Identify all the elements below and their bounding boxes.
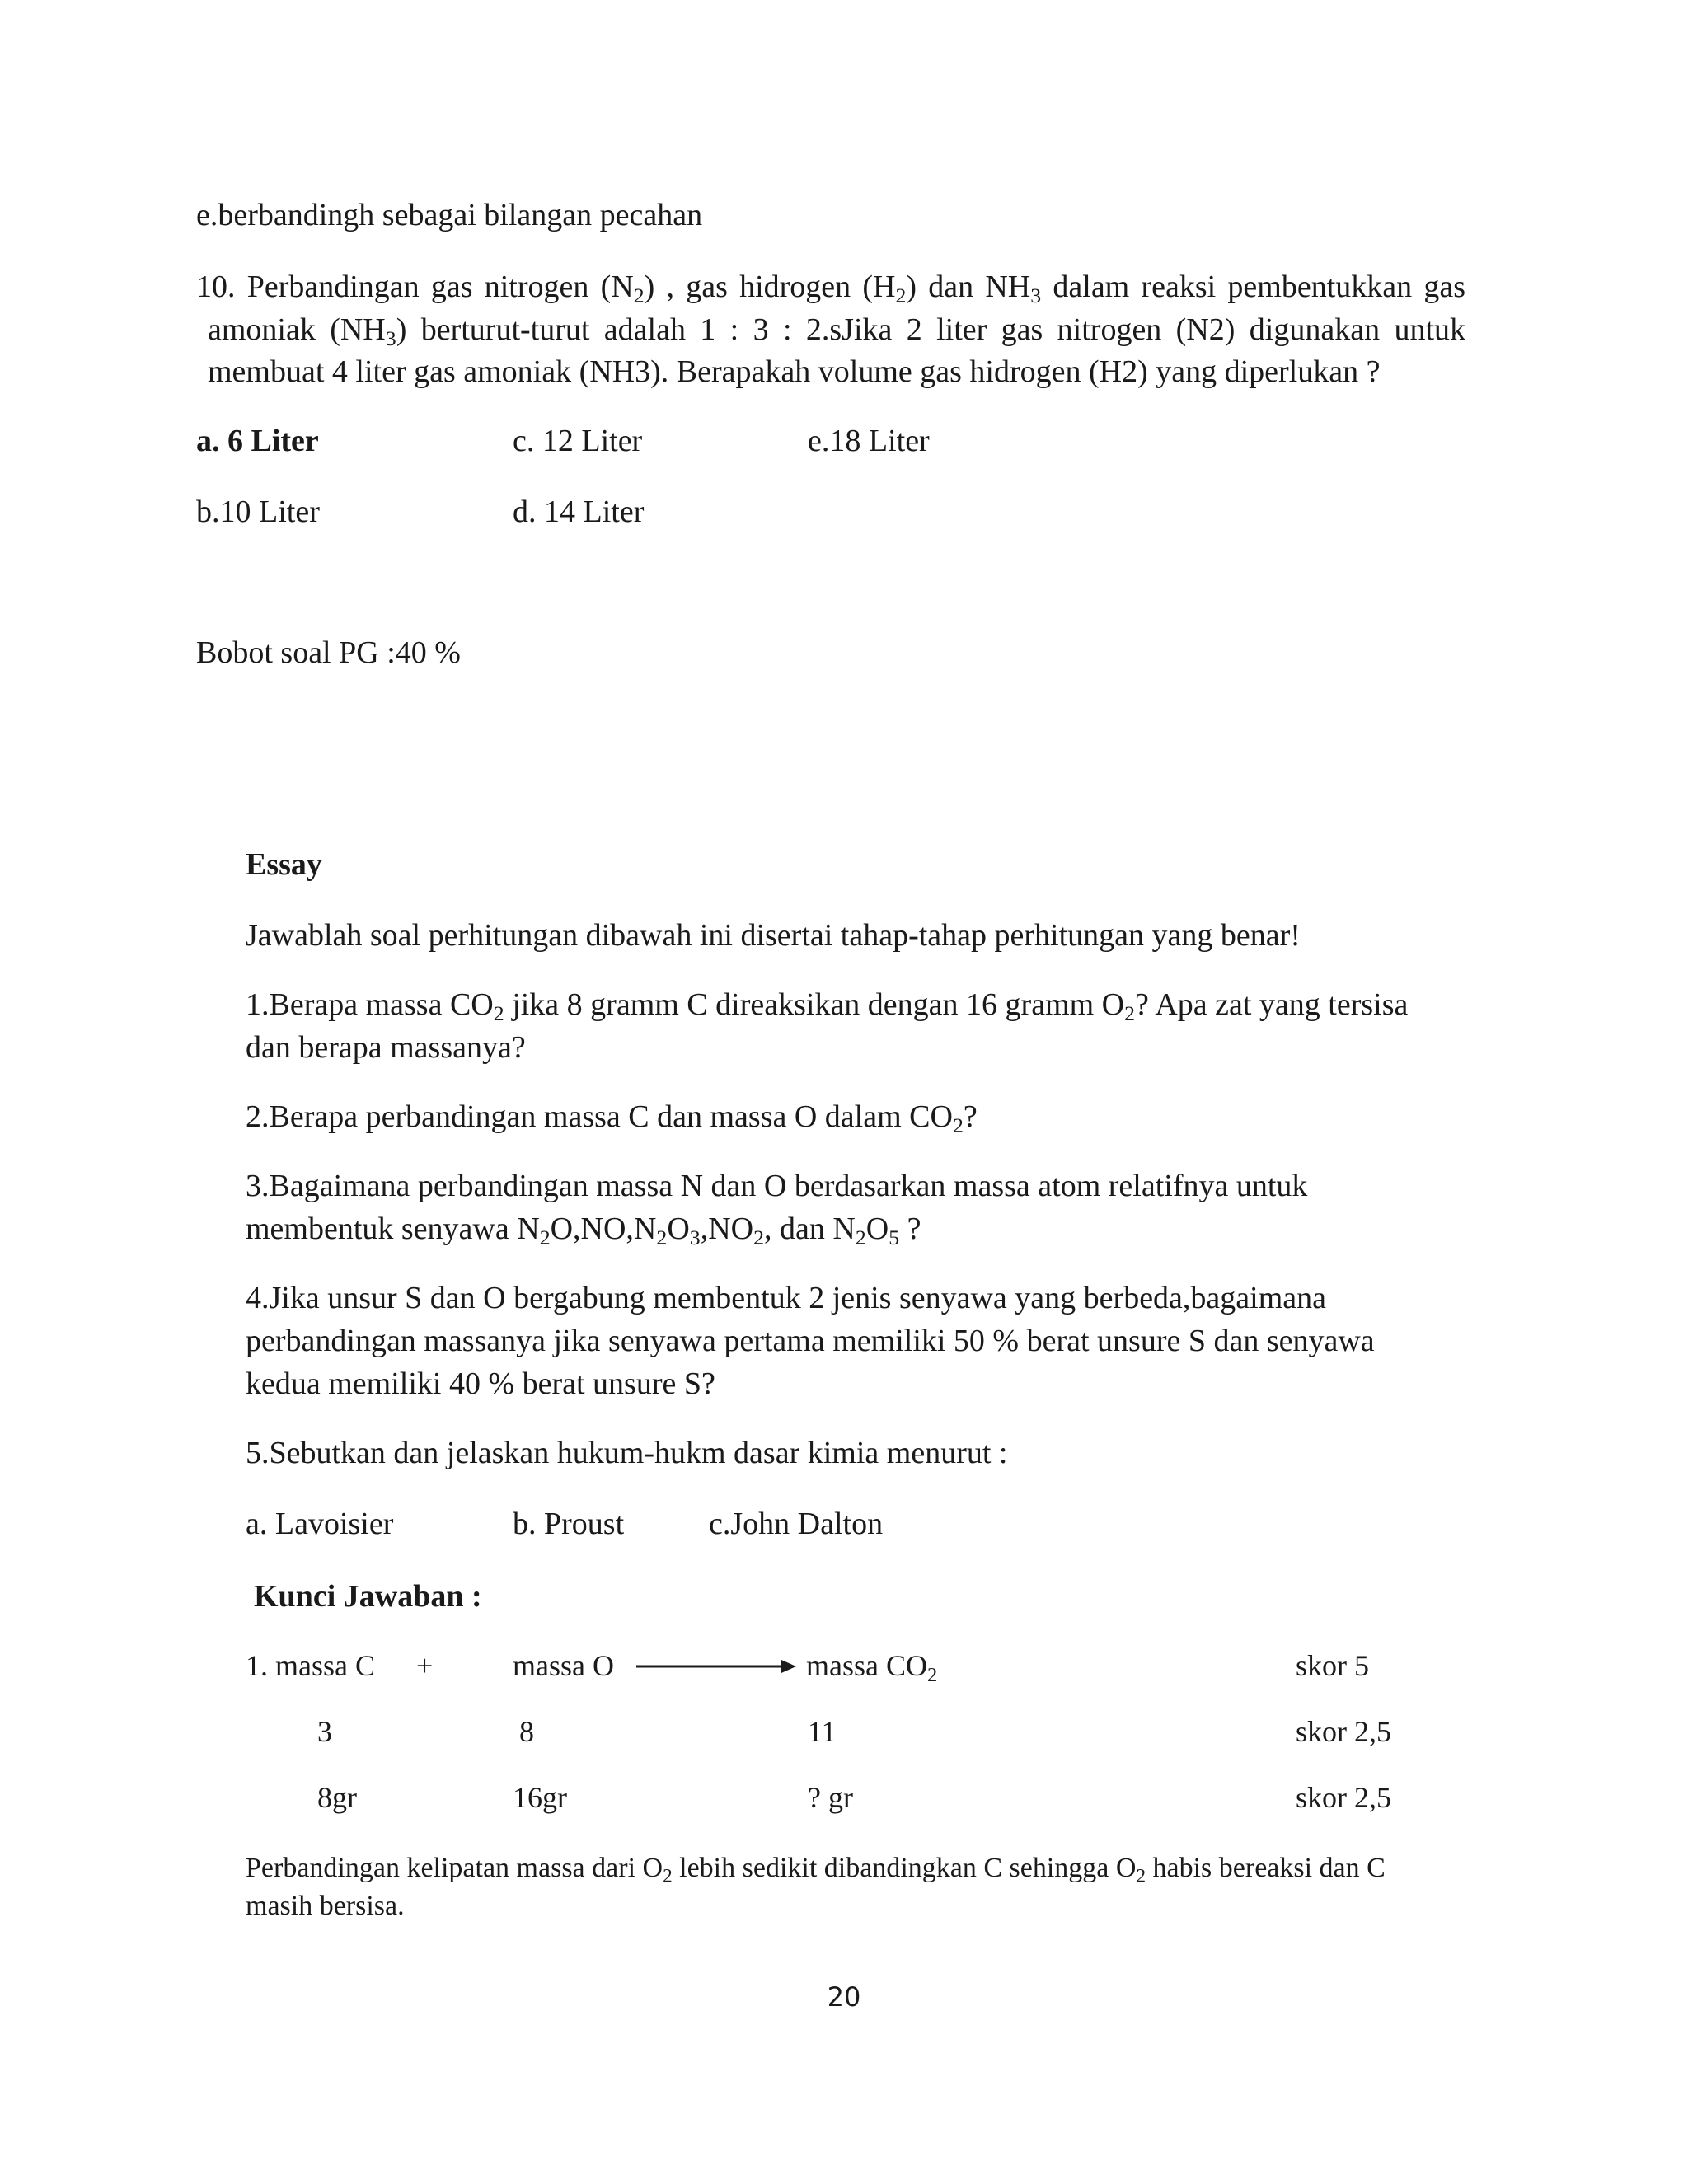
essay-q3-line-2: membentuk senyawa $N_2O,NO,N_2O_3,NO_2$, dan $N_2O_5$ ?: [246, 1212, 921, 1250]
essay-q2: 2.Berapa perbandingan massa C dan massa O dalam $CO_2$?: [246, 1099, 978, 1138]
answer-row-3-col-3: ? gr: [808, 1781, 853, 1814]
essay-q1-line-1: 1.Berapa massa $CO_2$ jika 8 gramm C direaksikan dengan 16 gramm $O_2$? Apa zat yang tersisa: [246, 987, 1409, 1026]
answer-row-2-score: skor 2,5: [1296, 1715, 1391, 1748]
option-d: d. 14 Liter: [513, 494, 645, 529]
essay-q3-line-1: 3.Bagaimana perbandingan massa N dan O berdasarkan massa atom relatifnya untuk: [246, 1169, 1308, 1203]
page-number: 20: [827, 1981, 861, 2013]
essay-q4-line-2: perbandingan massanya jika senyawa pertama memiliki 50 % berat unsure S dan senyawa: [246, 1324, 1375, 1358]
option-a: a. 6 Liter: [196, 424, 319, 458]
essay-q5-option-b: b. Proust: [513, 1507, 625, 1541]
answer-row-3-score: skor 2,5: [1296, 1781, 1391, 1814]
essay-heading: Essay: [246, 847, 322, 882]
answer-key-heading: Kunci Jawaban :: [254, 1579, 482, 1614]
answer-row-2-col-3: 11: [808, 1715, 837, 1748]
answer-row-1-plus: +: [416, 1649, 434, 1682]
weight-text: Bobot soal PG :40 %: [196, 635, 461, 670]
answer-note-line-2: masih bersisa.: [246, 1891, 405, 1921]
question-10-line-3: membuat 4 liter gas amoniak (NH3). Berapakah volume gas hidrogen (H2) yang diperlukan ?: [208, 354, 1381, 389]
option-b: b.10 Liter: [196, 494, 320, 529]
essay-q4-line-1: 4.Jika unsur S dan O bergabung membentuk 2 jenis senyawa yang berbeda,bagaimana: [246, 1281, 1326, 1315]
essay-q4-line-3: kedua memiliki 40 % berat unsure S?: [246, 1366, 715, 1401]
essay-q5: 5.Sebutkan dan jelaskan hukum-hukm dasar kimia menurut :: [246, 1436, 1008, 1470]
answer-row-1-col-1: 1. massa C: [246, 1649, 375, 1682]
option-c: c. 12 Liter: [513, 424, 643, 458]
answer-row-2-col-2: 8: [519, 1715, 534, 1748]
answer-note-line-1: Perbandingan kelipatan massa dari $O_2$ lebih sedikit dibandingkan C sehingga $O_2$ habis bereaksi dan C: [246, 1853, 1386, 1887]
answer-row-1-score: skor 5: [1296, 1649, 1369, 1682]
essay-instruction: Jawablah soal perhitungan dibawah ini disertai tahap-tahap perhitungan yang benar!: [246, 918, 1301, 953]
answer-row-1-col-2: massa O: [513, 1649, 614, 1682]
question-10-line-2: amoniak $(NH_3)$ berturut-turut adalah 1 : 3 : 2.sJika 2 liter gas nitrogen (N2) digunakan untuk: [208, 312, 1465, 351]
answer-row-1-col-3: massa $CO_2$: [806, 1649, 938, 1686]
answer-row-3-col-1: 8gr: [317, 1781, 357, 1814]
answer-row-2-col-1: 3: [317, 1715, 332, 1748]
essay-q5-option-a: a. Lavoisier: [246, 1507, 394, 1541]
essay-q5-option-c: c.John Dalton: [709, 1507, 884, 1541]
essay-q1-line-2: dan berapa massanya?: [246, 1030, 526, 1065]
option-e: e.18 Liter: [808, 424, 930, 458]
answer-row-3-col-2: 16gr: [513, 1781, 567, 1814]
option-e-previous: e.berbandingh sebagai bilangan pecahan: [196, 198, 703, 232]
reaction-arrow-icon: [635, 1657, 799, 1676]
question-10-line-1: 10. Perbandingan gas nitrogen $(N_2)$ , gas hidrogen $(H_2)$ dan $NH_3$ dalam reaksi pembentukkan gas: [196, 269, 1465, 308]
